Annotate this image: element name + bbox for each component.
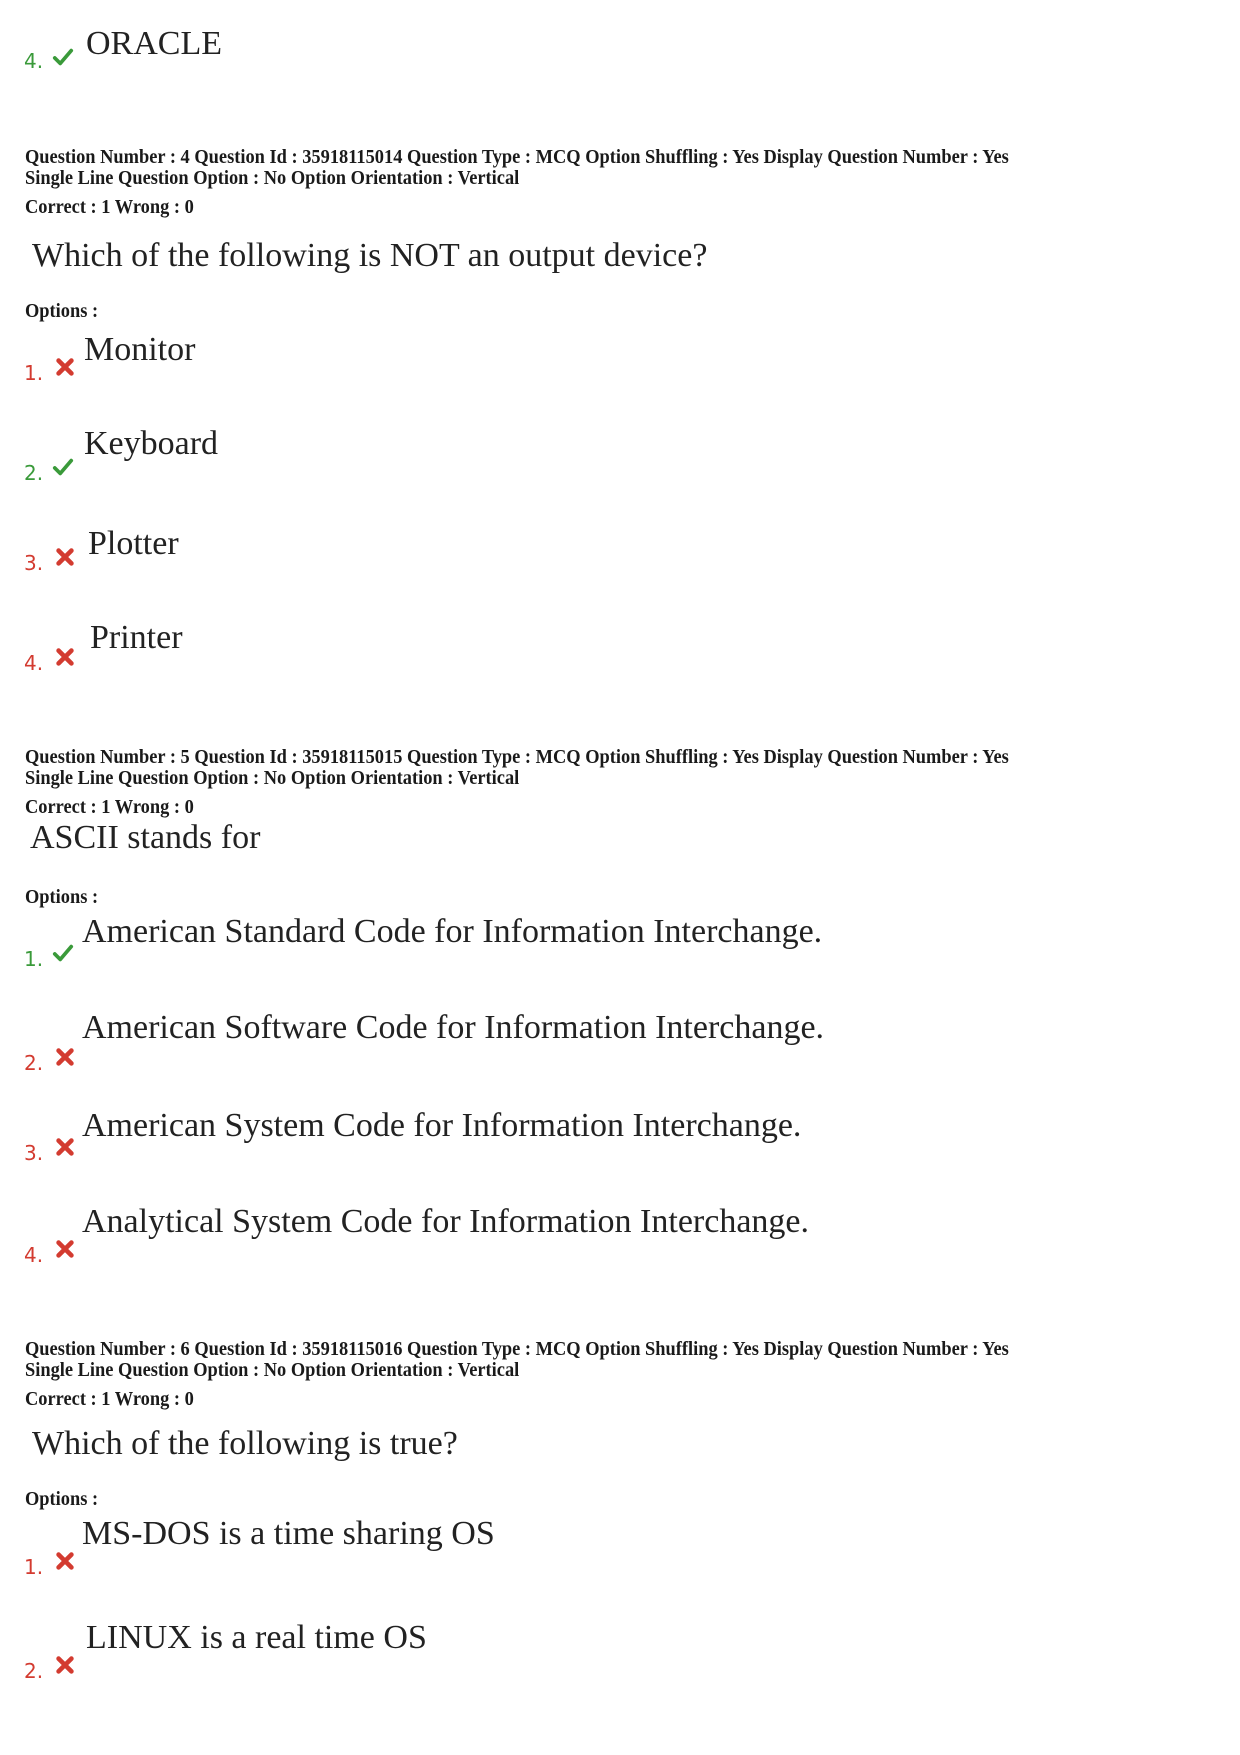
question-meta: Question Number : 4 Question Id : 35918115014 Question Type : MCQ Option Shuffling : Yes Display Question Number : Yes (25, 146, 1009, 168)
cross-icon (54, 1046, 76, 1068)
cross-icon (54, 1550, 76, 1572)
options-label: Options : (25, 300, 99, 322)
question-text: Which of the following is true? (32, 1425, 458, 1462)
question-meta-line2: Single Line Question Option : No Option Orientation : Vertical (25, 767, 520, 789)
option-number: 3. (24, 1141, 44, 1165)
option-text: Monitor (84, 331, 196, 368)
option-text: Printer (90, 619, 183, 656)
option-number: 2. (24, 461, 44, 485)
option-text: American Software Code for Information Interchange. (82, 1009, 825, 1046)
options-label: Options : (25, 1488, 99, 1510)
option-number: 4. (24, 651, 44, 675)
option-text: ORACLE (86, 25, 222, 62)
option-number: 1. (24, 361, 44, 385)
cross-icon (54, 546, 76, 568)
check-icon (52, 46, 74, 68)
question-meta-line2: Single Line Question Option : No Option Orientation : Vertical (25, 1359, 520, 1381)
cross-icon (54, 1654, 76, 1676)
cross-icon (54, 1238, 76, 1260)
option-text: Analytical System Code for Information Interchange. (82, 1203, 809, 1240)
option-number: 3. (24, 551, 44, 575)
option-text: American System Code for Information Interchange. (82, 1107, 802, 1144)
question-text: ASCII stands for (30, 819, 261, 856)
option-text: MS-DOS is a time sharing OS (82, 1515, 495, 1552)
option-number: 2. (24, 1051, 44, 1075)
cross-icon (54, 1136, 76, 1158)
option-text: American Standard Code for Information Interchange. (82, 913, 823, 950)
option-text: LINUX is a real time OS (86, 1619, 427, 1656)
question-score: Correct : 1 Wrong : 0 (25, 796, 194, 818)
check-icon (52, 456, 74, 478)
option-number: 1. (24, 1555, 44, 1579)
check-icon (52, 942, 74, 964)
options-label: Options : (25, 886, 99, 908)
option-number: 4. (24, 49, 44, 73)
question-score: Correct : 1 Wrong : 0 (25, 1388, 194, 1410)
cross-icon (54, 356, 76, 378)
question-meta: Question Number : 6 Question Id : 35918115016 Question Type : MCQ Option Shuffling : Yes Display Question Number : Yes (25, 1338, 1009, 1360)
option-number: 1. (24, 947, 44, 971)
question-meta-line2: Single Line Question Option : No Option Orientation : Vertical (25, 167, 520, 189)
option-text: Keyboard (84, 425, 219, 462)
cross-icon (54, 646, 76, 668)
question-meta: Question Number : 5 Question Id : 35918115015 Question Type : MCQ Option Shuffling : Yes Display Question Number : Yes (25, 746, 1009, 768)
option-text: Plotter (88, 525, 179, 562)
question-score: Correct : 1 Wrong : 0 (25, 196, 194, 218)
option-number: 2. (24, 1659, 44, 1683)
question-text: Which of the following is NOT an output device? (32, 237, 708, 274)
option-number: 4. (24, 1243, 44, 1267)
